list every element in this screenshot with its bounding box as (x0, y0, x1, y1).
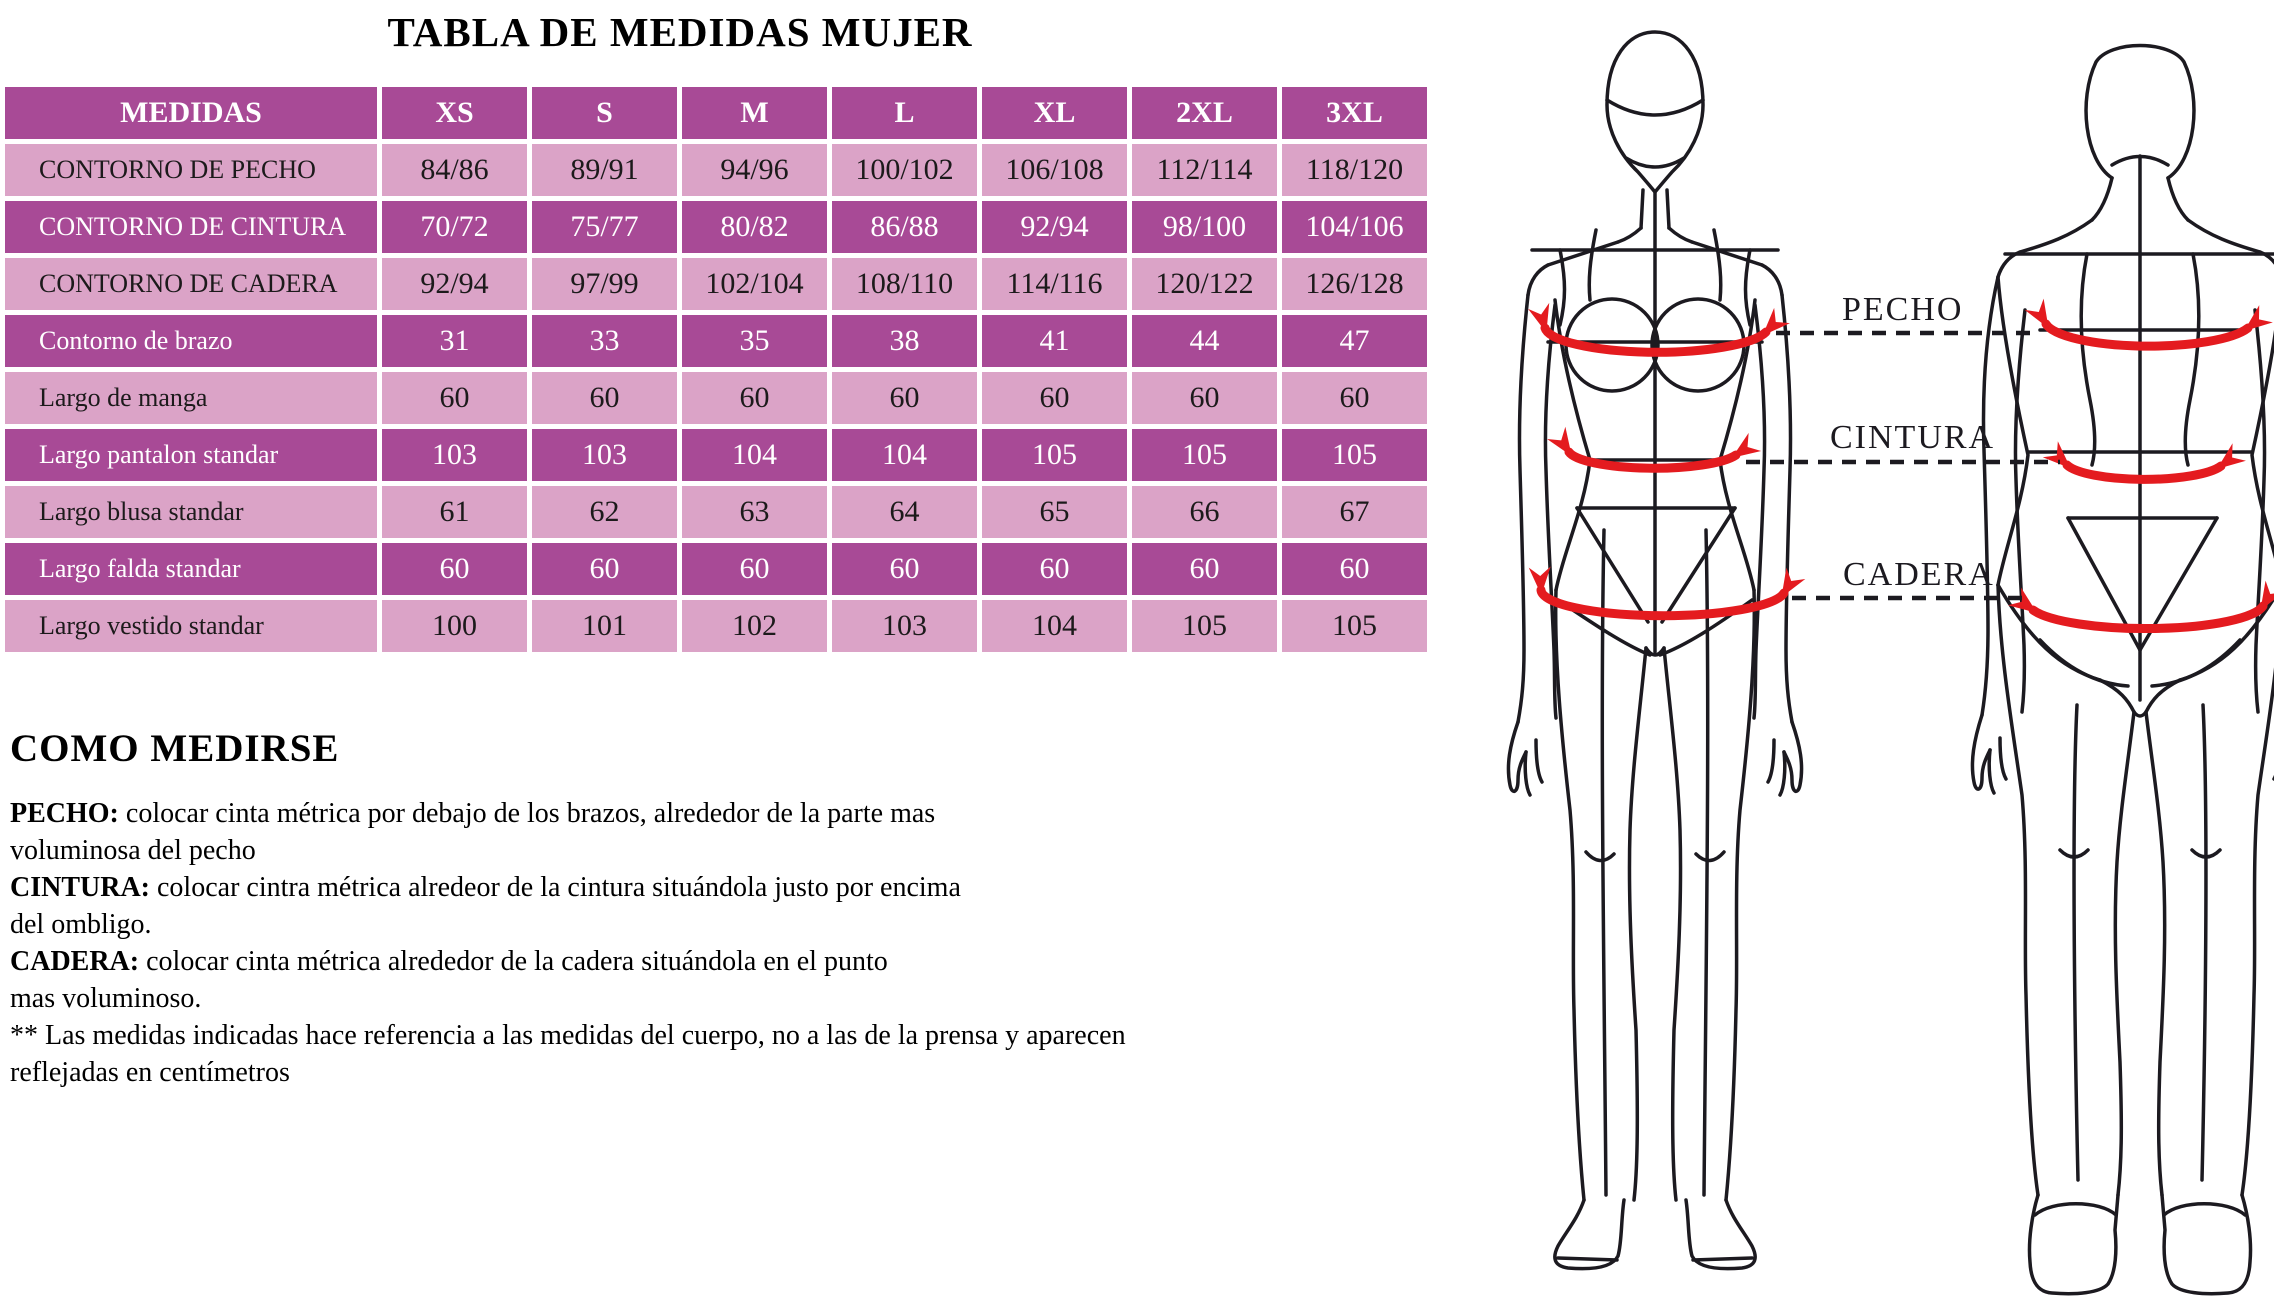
table-row (5, 429, 1427, 481)
measurement-cell: 60 (832, 543, 977, 595)
measurement-cell: 41 (982, 315, 1127, 367)
column-header-medidas: MEDIDAS (5, 87, 377, 139)
measurement-cell: 35 (682, 315, 827, 367)
measurement-cell: 108/110 (832, 258, 977, 310)
measure-instruction-line (10, 980, 1430, 1017)
measurement-cell: 104/106 (1282, 201, 1427, 253)
column-header-size: M (682, 87, 827, 139)
measurement-cell: 80/82 (682, 201, 827, 253)
column-header-size: L (832, 87, 977, 139)
measurement-cell: 62 (532, 486, 677, 538)
measurement-cell: 103 (832, 600, 977, 652)
measurement-cell: 86/88 (832, 201, 977, 253)
row-label: Largo blusa standar (5, 486, 377, 538)
measurement-cell: 65 (982, 486, 1127, 538)
page-title: TABLA DE MEDIDAS MUJER (387, 9, 973, 55)
measurement-cell: 60 (1132, 543, 1277, 595)
measurement-cell: 106/108 (982, 144, 1127, 196)
measurement-cell: 105 (1282, 429, 1427, 481)
measurement-cell: 60 (682, 372, 827, 424)
measure-term: PECHO: (10, 798, 119, 829)
measurement-cell: 102 (682, 600, 827, 652)
table-row (5, 144, 1427, 196)
measure-term: CINTURA: (10, 872, 150, 903)
table-row (5, 315, 1427, 367)
measure-instruction-line (10, 906, 1430, 943)
measurement-cell: 103 (532, 429, 677, 481)
measurement-cell: 98/100 (1132, 201, 1277, 253)
measurement-cell: 104 (832, 429, 977, 481)
measurement-cell: 66 (1132, 486, 1277, 538)
measurement-cell: 70/72 (382, 201, 527, 253)
measurement-cell: 100/102 (832, 144, 977, 196)
measurement-cell: 104 (982, 600, 1127, 652)
measurement-cell: 92/94 (382, 258, 527, 310)
measurement-cell: 101 (532, 600, 677, 652)
row-label: Contorno de brazo (5, 315, 377, 367)
back-hip-tape (2033, 606, 2263, 629)
measurement-cell: 60 (532, 543, 677, 595)
table-row (5, 372, 1427, 424)
measurement-cell: 75/77 (532, 201, 677, 253)
measurement-cell: 120/122 (1132, 258, 1277, 310)
measure-text: reflejadas en centímetros (10, 1057, 290, 1088)
row-label: CONTORNO DE PECHO (5, 144, 377, 196)
measurement-cell: 60 (982, 372, 1127, 424)
measurement-cell: 102/104 (682, 258, 827, 310)
measurement-cell: 105 (1282, 600, 1427, 652)
measurement-cell: 33 (532, 315, 677, 367)
measurement-cell: 94/96 (682, 144, 827, 196)
measure-text: del ombligo. (10, 909, 152, 940)
back-figure-outline (1972, 46, 2274, 1294)
size-table (0, 82, 1432, 657)
measurement-cell: 92/94 (982, 201, 1127, 253)
measure-text: colocar cintra métrica alredeor de la cintura situándola justo por encima (150, 872, 961, 903)
measurement-cell: 60 (1282, 543, 1427, 595)
measurement-cell: 61 (382, 486, 527, 538)
cadera-label: CADERA (1843, 556, 1995, 593)
measure-instruction-line (10, 1054, 1430, 1091)
measurement-cell: 112/114 (1132, 144, 1277, 196)
back-waist-tape (2067, 465, 2221, 479)
table-row (5, 486, 1427, 538)
measurement-cell: 60 (1282, 372, 1427, 424)
measurement-cell: 126/128 (1282, 258, 1427, 310)
column-header-size: XS (382, 87, 527, 139)
cintura-label: CINTURA (1830, 419, 1996, 456)
row-label: Largo pantalon standar (5, 429, 377, 481)
pecho-label: PECHO (1842, 291, 1964, 328)
table-row (5, 600, 1427, 652)
measurement-cell: 97/99 (532, 258, 677, 310)
row-label: CONTORNO DE CADERA (5, 258, 377, 310)
table-row (5, 543, 1427, 595)
measurement-cell: 38 (832, 315, 977, 367)
measure-instruction-line (10, 869, 1430, 906)
measurement-cell: 84/86 (382, 144, 527, 196)
measurement-cell: 60 (832, 372, 977, 424)
measure-instruction-line (10, 943, 1430, 980)
column-header-size: 2XL (1132, 87, 1277, 139)
measurement-cell: 60 (982, 543, 1127, 595)
measure-text: colocar cinta métrica alrededor de la cadera situándola en el punto (139, 946, 888, 977)
measurement-cell: 47 (1282, 315, 1427, 367)
how-to-measure-heading: COMO MEDIRSE (10, 727, 340, 770)
measurement-cell: 114/116 (982, 258, 1127, 310)
column-header-size: S (532, 87, 677, 139)
measurement-cell: 100 (382, 600, 527, 652)
front-figure-outline (1508, 32, 1801, 1269)
measurement-cell: 118/120 (1282, 144, 1427, 196)
measure-instruction-line (10, 832, 1430, 869)
table-row (5, 201, 1427, 253)
measurement-cell: 60 (682, 543, 827, 595)
size-table-body (5, 144, 1427, 652)
measure-instruction-line (10, 795, 1430, 832)
row-label: Largo de manga (5, 372, 377, 424)
how-to-measure-section (10, 726, 1430, 1091)
measurement-cell: 89/91 (532, 144, 677, 196)
measure-text: mas voluminoso. (10, 983, 202, 1014)
row-label: Largo falda standar (5, 543, 377, 595)
row-label: CONTORNO DE CINTURA (5, 201, 377, 253)
back-chest-tape (2046, 324, 2248, 346)
row-label: Largo vestido standar (5, 600, 377, 652)
measure-text: colocar cinta métrica por debajo de los brazos, alrededor de la parte mas (118, 798, 936, 829)
measure-term: CADERA: (10, 946, 140, 977)
measure-text: ** Las medidas indicadas hace referencia a las medidas del cuerpo, no a las de la prensa y aparecen (10, 1020, 1126, 1051)
measurement-cell: 60 (1132, 372, 1277, 424)
measurement-cell: 67 (1282, 486, 1427, 538)
table-row (5, 258, 1427, 310)
measurement-cell: 60 (382, 543, 527, 595)
measurement-cell: 31 (382, 315, 527, 367)
table-header-row (5, 87, 1427, 139)
measurement-cell: 64 (832, 486, 977, 538)
column-header-size: XL (982, 87, 1127, 139)
measurement-cell: 105 (1132, 429, 1277, 481)
measurement-cell: 44 (1132, 315, 1277, 367)
measure-text: voluminosa del pecho (10, 835, 256, 866)
measurement-cell: 60 (382, 372, 527, 424)
measure-instruction-line (10, 1017, 1430, 1054)
column-header-size: 3XL (1282, 87, 1427, 139)
measurement-cell: 63 (682, 486, 827, 538)
how-to-measure-lines (10, 795, 1430, 1091)
measurement-cell: 104 (682, 429, 827, 481)
measurement-cell: 105 (1132, 600, 1277, 652)
measurement-cell: 105 (982, 429, 1127, 481)
measurement-cell: 60 (532, 372, 677, 424)
measurement-figures (1500, 0, 2274, 1302)
measurement-cell: 103 (382, 429, 527, 481)
